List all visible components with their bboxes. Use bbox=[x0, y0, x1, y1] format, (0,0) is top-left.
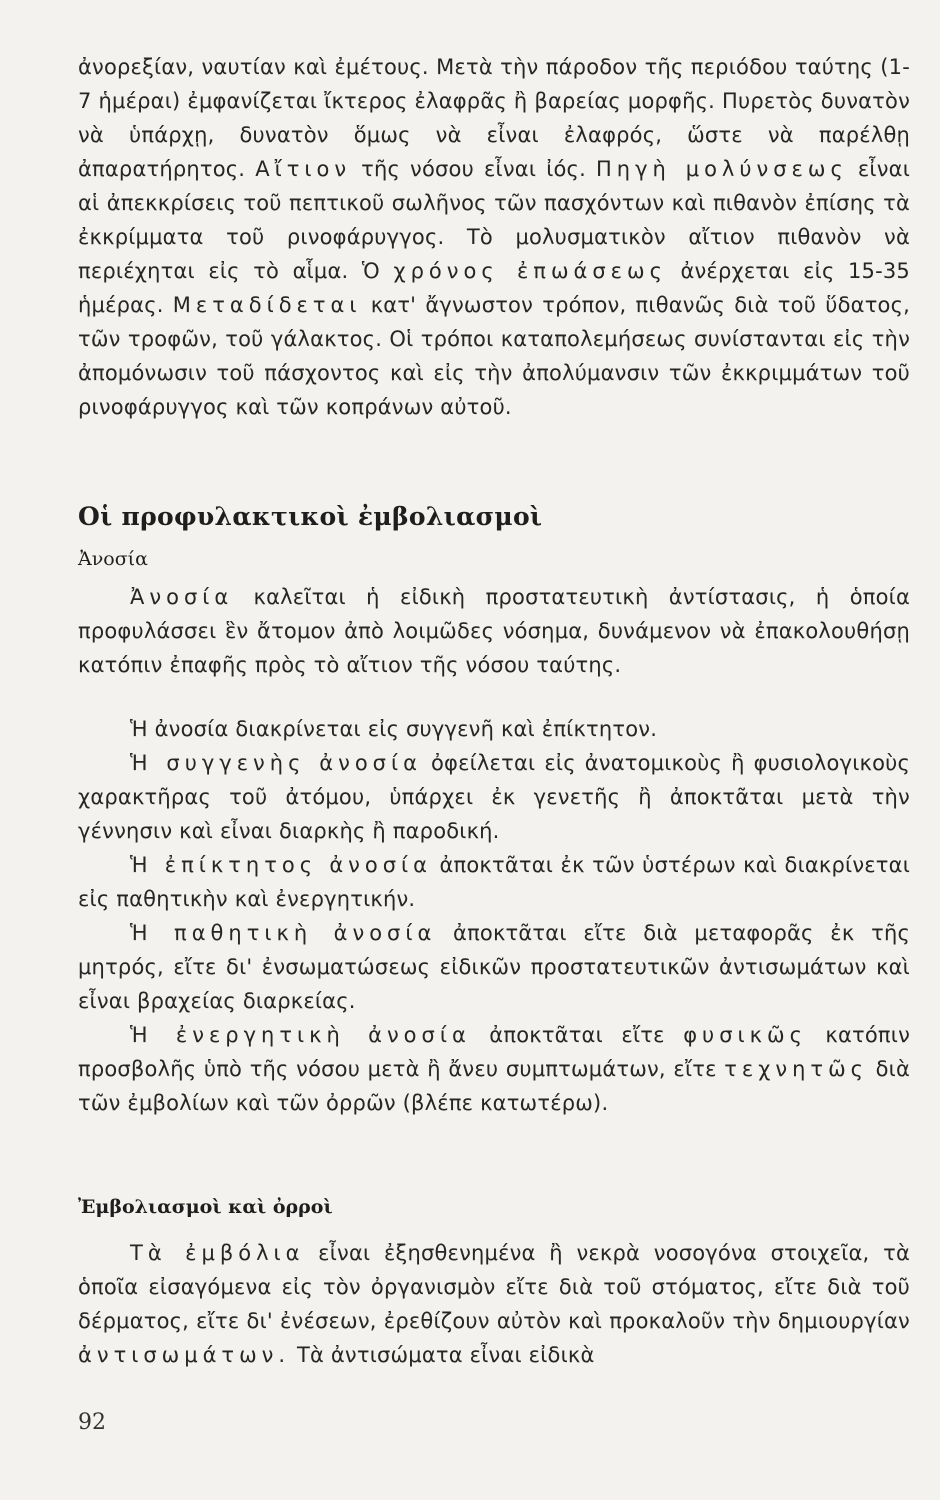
paragraph-epiktitos-anosia: Ἡ ἐπίκτητος ἀνοσία ἀποκτᾶται ἐκ τῶν ὑστέρων καὶ διακρίνεται εἰς παθητικὴν καὶ ἐνεργητικήν. bbox=[78, 853, 911, 911]
paragraph-hepatitis-description: ἀνορεξίαν, ναυτίαν καὶ ἐμέτους. Μετὰ τὴν πάροδον τῆς περιόδου ταύτης (1-7 ἡμέραι) ἐμφανίζεται ἴκτερος ἐλαφρᾶς ἢ βαρείας μορφῆς. Πυρετὸς δυνατὸν νὰ ὑπάρχῃ, δυνατὸν ὅμως νὰ εἶναι ἐλαφρός, ὥστε νὰ παρέλθῃ ἀπαρατήρητος. Αἴτιον τῆς νόσου εἶναι ἰός. Πηγὴ μολύνσεως εἶναι αἱ ἀπεκκρίσεις τοῦ πεπτικοῦ σωλῆνος τῶν πασχόντων καὶ πιθανὸν ἐπίσης τὰ ἐκκρίμματα τοῦ ρινοφάρυγγος. Τὸ μολυσματικὸν αἴτιον πιθανὸν νὰ περιέχηται εἰς τὸ αἷμα. Ὁ χρόνος ἐπωάσεως ἀνέρχεται εἰς 15-35 ἡμέρας. Μεταδίδεται κατ' ἄγνωστον τρόπον, πιθανῶς διὰ τοῦ ὕδατος, τῶν τροφῶν, τοῦ γάλακτος. Οἱ τρόποι καταπολεμήσεως συνίστανται εἰς τὴν ἀπομόνωσιν τοῦ πάσχοντος καὶ εἰς τὴν ἀπολύμανσιν τῶν ἐκκριμμάτων τοῦ ρινοφάρυγγος καὶ τῶν κοπράνων αὐτοῦ. bbox=[78, 55, 911, 419]
spaced-term-anosia: Ἀνοσία bbox=[130, 585, 234, 609]
subheading-emvoliasmoi: Ἐμβολιασμοὶ καὶ ὀρροὶ bbox=[78, 1196, 333, 1218]
section-heading: Οἱ προφυλακτικοὶ ἐμβολιασμοὶ bbox=[78, 502, 543, 531]
spaced-term-energitiki-anosia: Ἡ ἐνεργητικὴ ἀνοσία bbox=[130, 1023, 471, 1047]
spaced-term-epiktitos-anosia: Ἡ ἐπίκτητος ἀνοσία bbox=[130, 853, 433, 877]
spaced-term-metadidetai: Μεταδίδεται bbox=[172, 293, 362, 317]
paragraph-anosia-definition: Ἀνοσία καλεῖται ἡ εἰδικὴ προστατευτικὴ ἀντίστασις, ἡ ὁποία προφυλάσσει ἓν ἄτομον ἀπὸ λοιμῶδες νόσημα, δυνάμενον νὰ ἐπακολουθήσῃ κατόπιν ἐπαφῆς πρὸς τὸ αἴτιον τῆς νόσου ταύτης. bbox=[78, 585, 910, 677]
paragraph-pathitiki-anosia: Ἡ παθητικὴ ἀνοσία ἀποκτᾶται εἴτε διὰ μεταφορᾶς ἐκ τῆς μητρός, εἴτε δι' ἐνσωματώσεως εἰδικῶν προστατευτικῶν ἀντισωμάτων καὶ εἶναι βραχείας διαρκείας. bbox=[78, 921, 910, 1013]
paragraph-anosia-types: Ἡ ἀνοσία διακρίνεται εἰς συγγενῆ καὶ ἐπίκτητον. bbox=[130, 717, 658, 741]
page-number: 92 bbox=[78, 1410, 106, 1435]
spaced-term-aition: Αἴτιον bbox=[255, 157, 352, 181]
subheading-anosia: Ἀνοσία bbox=[78, 548, 148, 570]
spaced-term-emvolia: Τὰ ἐμβόλια bbox=[130, 1241, 305, 1265]
spaced-term-technitos: τεχνητῶς bbox=[724, 1057, 868, 1081]
spaced-term-fysikos: φυσικῶς bbox=[683, 1023, 807, 1047]
spaced-term-antisomaton: ἀντισωμάτων. bbox=[78, 1343, 291, 1367]
spaced-term-pathitiki-anosia: Ἡ παθητικὴ ἀνοσία bbox=[130, 921, 437, 945]
paragraph-syngenis-anosia: Ἡ συγγενὴς ἀνοσία ὀφείλεται εἰς ἀνατομικοὺς ἢ φυσιολογικοὺς χαρακτῆρας τοῦ ἀτόμου, ὑπάρχει ἐκ γενετῆς ἢ ἀποκτᾶται μετὰ τὴν γέννησιν καὶ εἶναι διαρκὴς ἢ παροδική. bbox=[78, 751, 911, 843]
spaced-term-pigi-molynseos: Πηγὴ μολύνσεως bbox=[596, 157, 848, 181]
spaced-term-syngenis-anosia: Ἡ συγγενὴς ἀνοσία bbox=[130, 751, 422, 775]
paragraph-emvolia: Τὰ ἐμβόλια εἶναι ἐξησθενημένα ἢ νεκρὰ νοσογόνα στοιχεῖα, τὰ ὁποῖα εἰσαγόμενα εἰς τὸν ὀργανισμὸν εἴτε διὰ τοῦ στόματος, εἴτε διὰ τοῦ δέρματος, εἴτε δι' ἐνέσεων, ἐρεθίζουν αὐτὸν καὶ προκαλοῦν τὴν δημιουργίαν ἀντισωμάτων. Τὰ ἀντισώματα εἶναι εἰδικὰ bbox=[78, 1241, 910, 1367]
spaced-term-chronos-epoaseos: χρόνος ἐπωάσεως bbox=[393, 259, 667, 283]
paragraph-energitiki-anosia: Ἡ ἐνεργητικὴ ἀνοσία ἀποκτᾶται εἴτε φυσικῶς κατόπιν προσβολῆς ὑπὸ τῆς νόσου μετὰ ἢ ἄνευ συμπτωμάτων, εἴτε τεχνητῶς διὰ τῶν ἐμβολίων καὶ τῶν ὀρρῶν (βλέπε κατωτέρω). bbox=[78, 1023, 911, 1115]
